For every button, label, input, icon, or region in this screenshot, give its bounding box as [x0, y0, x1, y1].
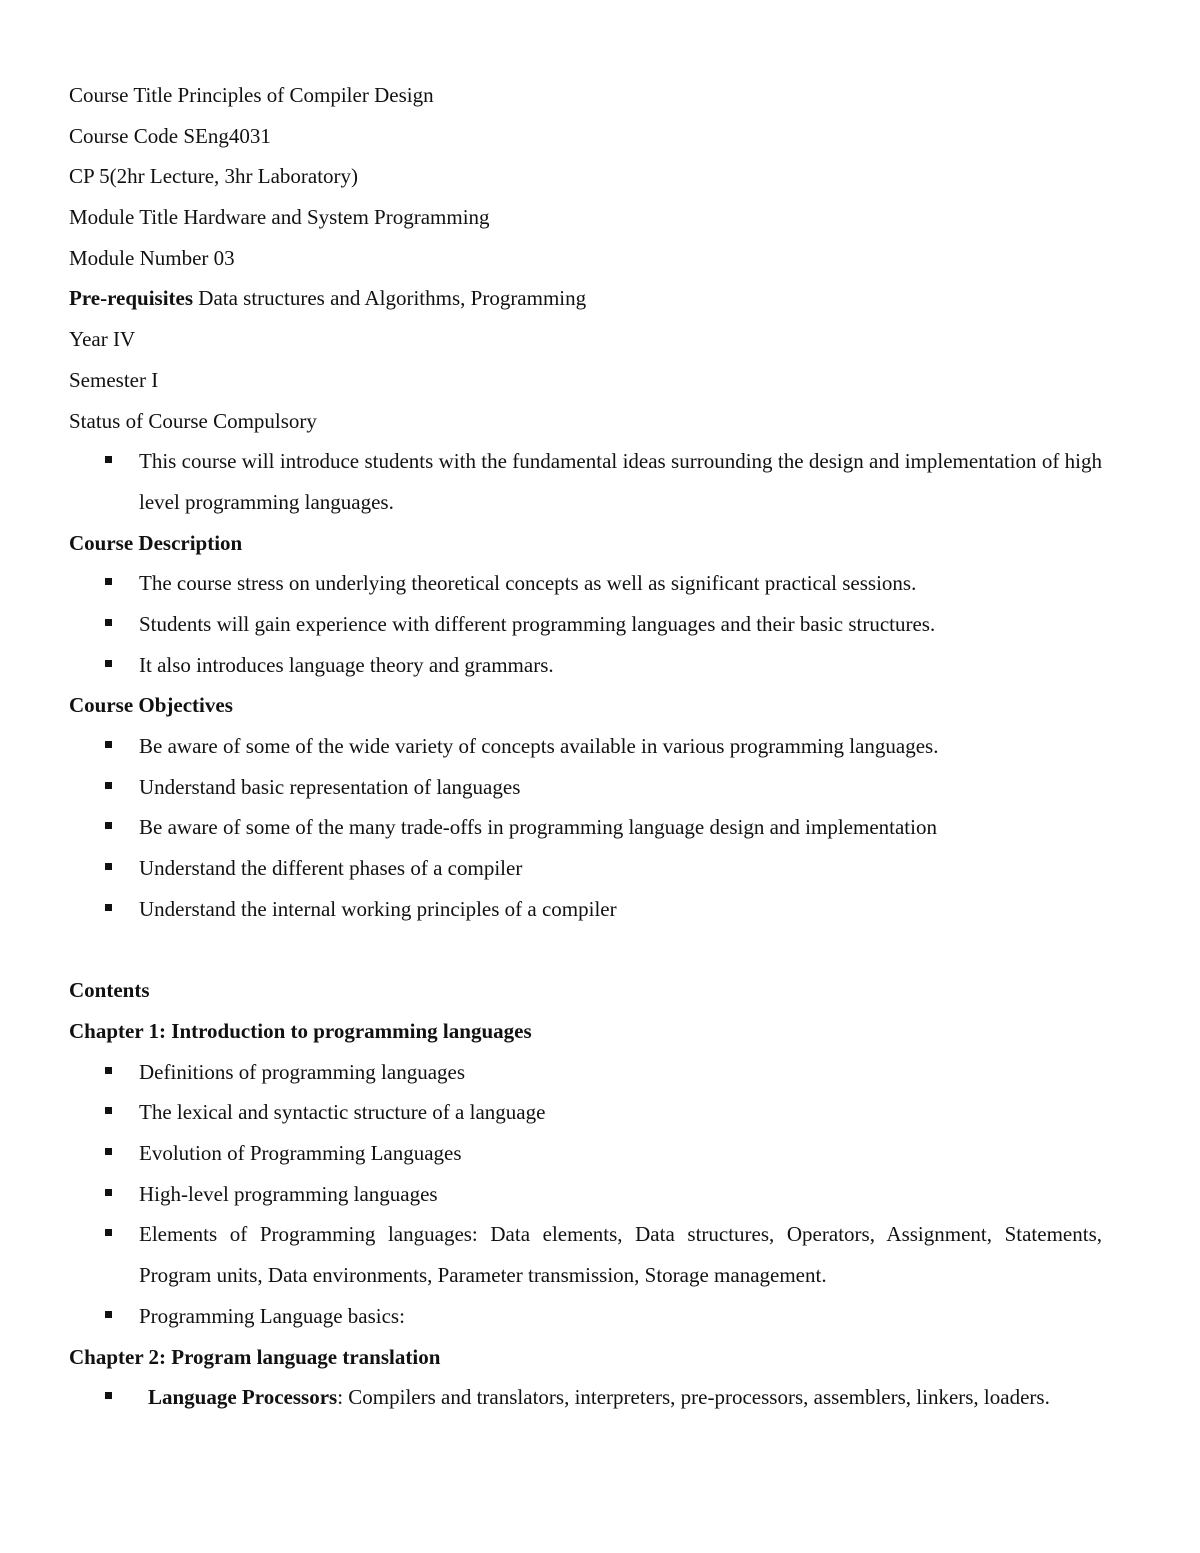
language-processors-text: : Compilers and translators, interpreters, pre-processors, assemblers, linkers, loaders. — [337, 1385, 1050, 1410]
list-item: Understand the internal working principles of a compiler — [69, 889, 1102, 930]
chapter-1-bullet-list — [69, 1052, 1102, 1337]
square-bullet-icon — [105, 822, 112, 829]
list-item: Be aware of some of the wide variety of concepts available in various programming languages. — [69, 726, 1102, 767]
list-item: Understand basic representation of languages — [69, 767, 1102, 808]
square-bullet-icon — [105, 1189, 112, 1196]
course-title: Course Title Principles of Compiler Design — [69, 83, 434, 107]
list-item: Definitions of programming languages — [69, 1052, 1102, 1093]
square-bullet-icon — [105, 660, 112, 667]
chapter-1-title: Chapter 1: Introduction to programming languages — [69, 1018, 532, 1043]
module-number: Module Number 03 — [69, 245, 235, 270]
prerequisites-label: Pre-requisites — [69, 286, 194, 311]
credit-points: CP 5(2hr Lecture, 3hr Laboratory) — [69, 164, 359, 189]
square-bullet-icon — [105, 741, 112, 748]
list-item: The course stress on underlying theoretical concepts as well as significant practical sessions. — [69, 563, 1102, 604]
spacer — [69, 930, 1102, 971]
square-bullet-icon — [105, 456, 112, 463]
contents-heading: Contents — [69, 978, 150, 1003]
square-bullet-icon — [105, 1148, 112, 1155]
course-objectives-heading: Course Objectives — [69, 693, 233, 718]
semester: Semester I — [69, 367, 159, 392]
status-bullet-list — [69, 441, 1102, 522]
document-page — [69, 75, 1102, 1418]
prerequisites-value: Data structures and Algorithms, Programming — [193, 286, 587, 311]
language-processors-label: Language Processors — [148, 1385, 338, 1410]
module-title: Module Title Hardware and System Programming — [69, 205, 490, 230]
square-bullet-icon — [105, 1107, 112, 1114]
list-item: Be aware of some of the many trade-offs in programming language design and implementation — [69, 807, 1102, 848]
list-item: The lexical and syntactic structure of a language — [69, 1092, 1102, 1133]
list-item: Programming Language basics: — [69, 1296, 1102, 1337]
square-bullet-icon — [105, 1229, 112, 1236]
list-item — [69, 1377, 1102, 1418]
chapter-2-bullet-list — [69, 1377, 1102, 1418]
list-item: Understand the different phases of a compiler — [69, 848, 1102, 889]
chapter-2-title: Chapter 2: Program language translation — [69, 1344, 441, 1369]
square-bullet-icon — [105, 1067, 112, 1074]
list-item: It also introduces language theory and grammars. — [69, 645, 1102, 686]
square-bullet-icon — [105, 1311, 112, 1318]
course-description-heading: Course Description — [69, 530, 243, 555]
prerequisites — [69, 278, 1102, 319]
list-item: High-level programming languages — [69, 1174, 1102, 1215]
objectives-bullet-list — [69, 726, 1102, 930]
list-item: This course will introduce students with the fundamental ideas surrounding the design and implementation of high level programming languages. — [69, 441, 1102, 522]
square-bullet-icon — [105, 904, 112, 911]
list-item: Students will gain experience with different programming languages and their basic structures. — [69, 604, 1102, 645]
course-status: Status of Course Compulsory — [69, 408, 317, 433]
square-bullet-icon — [105, 863, 112, 870]
list-item: Evolution of Programming Languages — [69, 1133, 1102, 1174]
square-bullet-icon — [105, 1392, 112, 1399]
square-bullet-icon — [105, 578, 112, 585]
list-item: Elements of Programming languages: Data elements, Data structures, Operators, Assignment, Statements, Program units, Data environments, Parameter transmission, Storage management. — [69, 1214, 1102, 1295]
square-bullet-icon — [105, 619, 112, 626]
course-code: Course Code SEng4031 — [69, 123, 271, 148]
square-bullet-icon — [105, 782, 112, 789]
description-bullet-list — [69, 563, 1102, 685]
year: Year IV — [69, 327, 136, 352]
